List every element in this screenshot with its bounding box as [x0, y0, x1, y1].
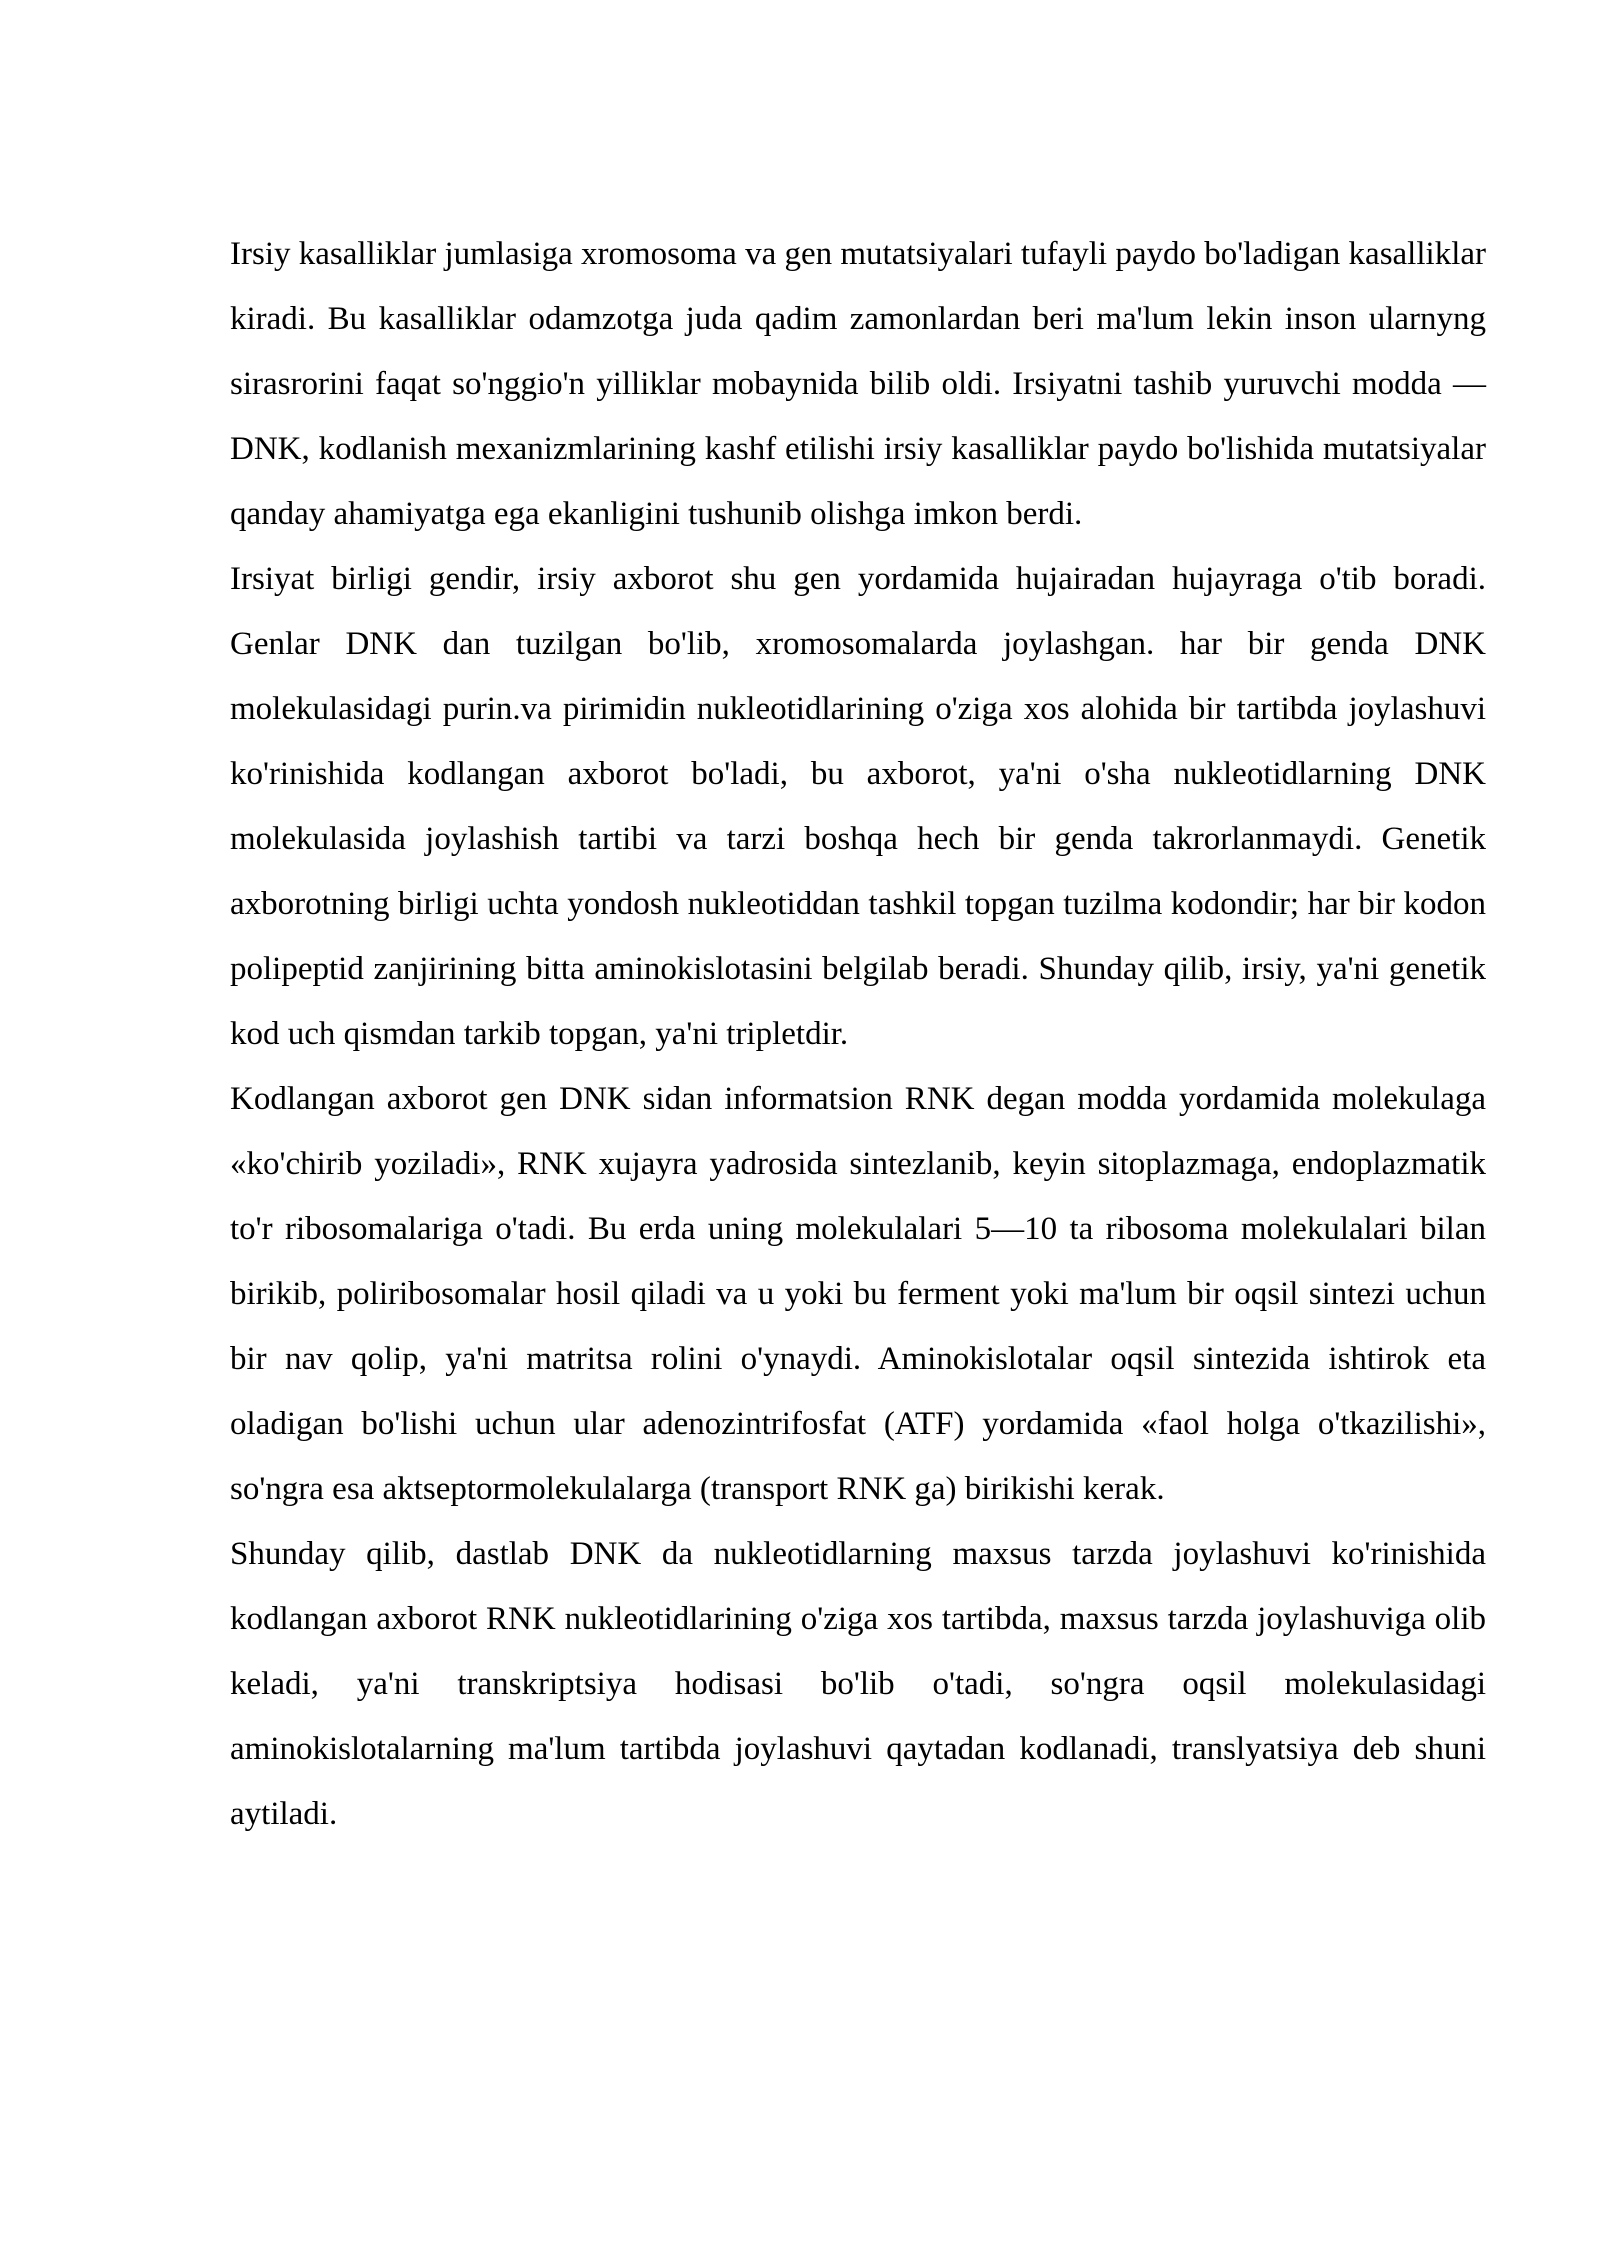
body-text	[230, 222, 1486, 1847]
paragraph-1: Irsiy kasalliklar jumlasiga xromosoma va gen mutatsiyalari tufayli paydo bo'ladigan kasalliklar kiradi. Bu kasalliklar odamzotga juda qadim zamonlardan beri ma'lum lekin inson ularnyng sirasrorini faqat so'nggio'n yilliklar mobaynida bilib oldi. Irsiyatni tashib yuruvchi modda — DNK, kodlanish mexanizmlarining kashf etilishi irsiy kasalliklar paydo bo'lishida mutatsiyalar qanday ahamiyatga ega ekanligini tushunib olishga imkon berdi.	[230, 236, 1486, 532]
paragraph-3: Kodlangan axborot gen DNK sidan informatsion RNK degan modda yordamida molekulaga «ko'chirib yoziladi», RNK xujayra yadrosida sintezlanib, keyin sitoplazmaga, endoplazmatik to'r ribosomalariga o'tadi. Bu erda uning molekulalari 5—10 ta ribosoma molekulalari bilan birikib, poliribosomalar hosil qiladi va u yoki bu ferment yoki ma'lum bir oqsil sintezi uchun bir nav qolip, ya'ni matritsa rolini o'ynaydi. Aminokislotalar oqsil sintezida ishtirok eta oladigan bo'lishi uchun ular adenozintrifosfat (ATF) yordamida «faol holga o'tkazilishi», so'ngra esa aktseptormolekulalarga (transport RNK ga) birikishi kerak.	[230, 1081, 1486, 1507]
paragraph-2: Irsiyat birligi gendir, irsiy axborot shu gen yordamida hujairadan hujayraga o'tib boradi. Genlar DNK dan tuzilgan bo'lib, xromosomalarda joylashgan. har bir genda DNK molekulasidagi purin.va pirimidin nukleotidlarining o'ziga xos alohida bir tartibda joylashuvi ko'rinishida kodlangan axborot bo'ladi, bu axborot, ya'ni o'sha nukleotidlarning DNK molekulasida joylashish tartibi va tarzi boshqa hech bir genda takrorlanmaydi. Genetik axborotning birligi uchta yondosh nukleotiddan tashkil topgan tuzilma kodondir; har bir kodon polipeptid zanjirining bitta aminokislotasini belgilab beradi. Shunday qilib, irsiy, ya'ni genetik kod uch qismdan tarkib topgan, ya'ni tripletdir.	[230, 561, 1486, 1052]
paragraph-4: Shunday qilib, dastlab DNK da nukleotidlarning maxsus tarzda joylashuvi ko'rinishida kodlangan axborot RNK nukleotidlarining o'ziga xos tartibda, maxsus tarzda joylashuviga olib keladi, ya'ni transkriptsiya hodisasi bo'lib o'tadi, so'ngra oqsil molekulasidagi aminokislotalarning ma'lum tartibda joylashuvi qaytadan kodlanadi, translyatsiya deb shuni aytiladi.	[230, 1536, 1486, 1832]
